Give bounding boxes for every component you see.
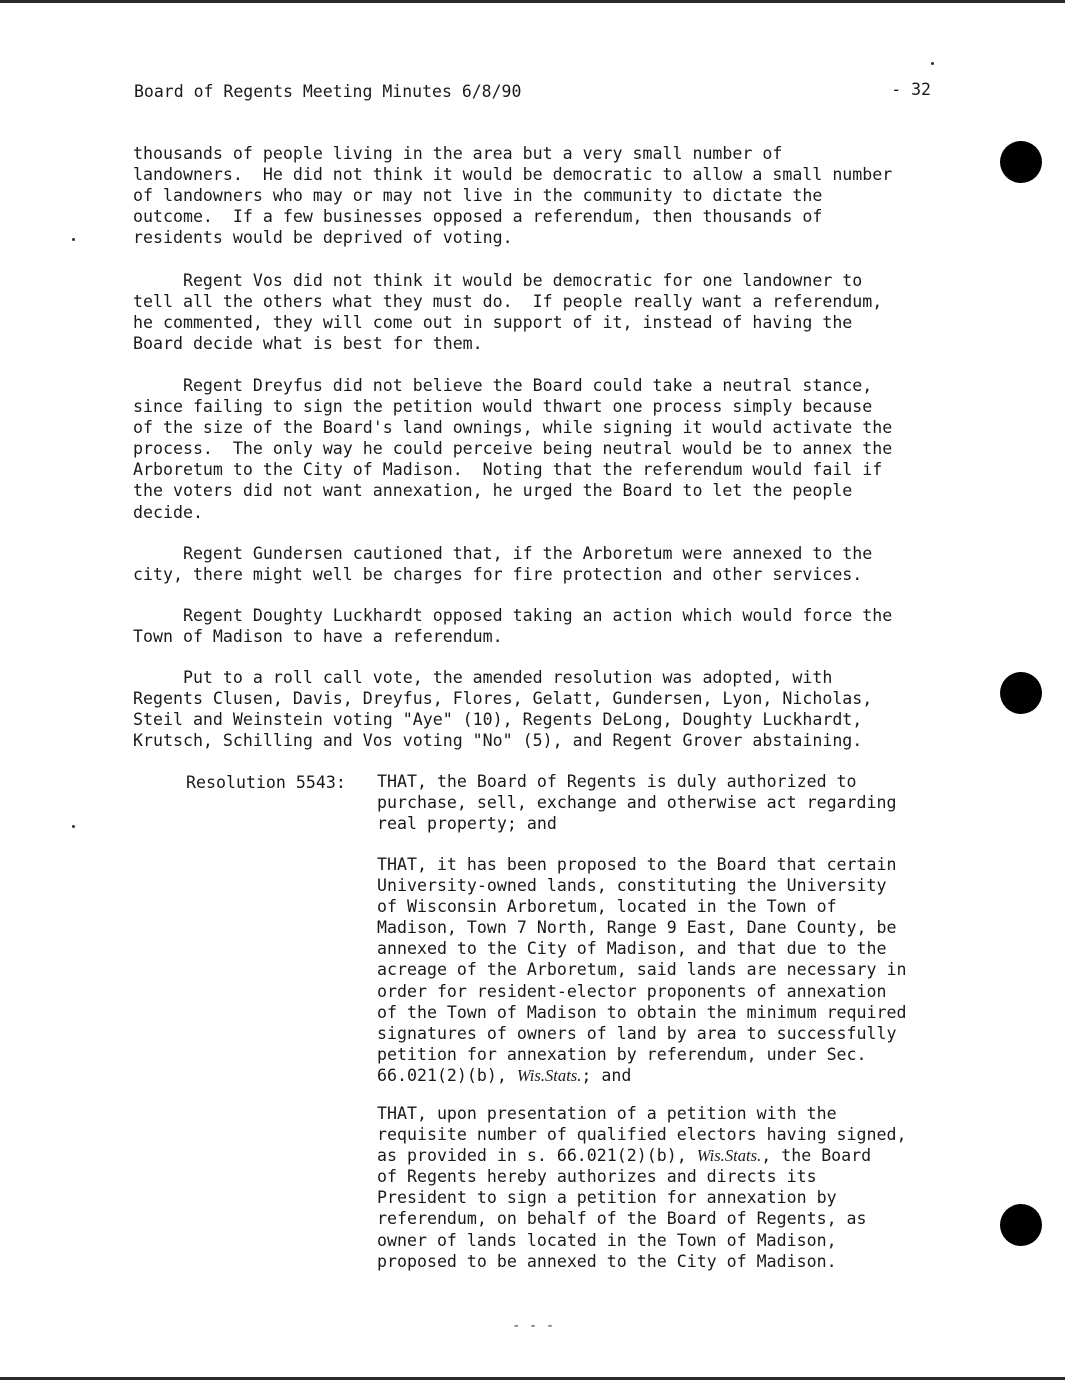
page-number: - 32: [891, 80, 931, 99]
text-line: Regent Doughty Luckhardt opposed taking an action which would force the: [133, 606, 893, 625]
text-line: process. The only way he could perceive being neutral would be to annex the: [133, 439, 893, 459]
text-line: Put to a roll call vote, the amended resolution was adopted, with: [133, 668, 833, 687]
text-fragment: , the Board: [761, 1146, 872, 1166]
statute-citation: Wis.Stats.: [696, 1146, 762, 1166]
text-line: decide.: [133, 502, 203, 522]
text-line: signatures of owners of land by area to successfully: [377, 1023, 897, 1043]
footer-mark: - - -: [512, 1318, 555, 1334]
paragraph-regent-vos: [133, 270, 933, 354]
statute-citation: Wis.Stats.: [516, 1065, 582, 1085]
text-line: President to sign a petition for annexation by: [377, 1188, 837, 1208]
scan-speck: [72, 825, 75, 828]
text-line: Krutsch, Schilling and Vos voting "No" (5), and Regent Grover abstaining.: [133, 731, 863, 751]
text-line: landowners. He did not think it would be democratic to allow a small number: [133, 165, 893, 185]
text-line: real property; and: [377, 814, 557, 834]
punch-hole-bottom: [1000, 1204, 1042, 1246]
text-line: of the Town of Madison to obtain the minimum required: [377, 1002, 907, 1022]
text-line: owner of lands located in the Town of Madison,: [377, 1230, 837, 1250]
text-line: he commented, they will come out in support of it, instead of having the: [133, 313, 853, 333]
text-line: petition for annexation by referendum, under Sec.: [377, 1044, 867, 1064]
text-line: Arboretum to the City of Madison. Noting that the referendum would fail if: [133, 460, 883, 480]
document-header-title: Board of Regents Meeting Minutes 6/8/90: [134, 82, 522, 101]
text-line: THAT, upon presentation of a petition with the: [377, 1104, 837, 1123]
page-top-edge: [0, 0, 1065, 3]
text-line: of the size of the Board's land ownings, while signing it would activate the: [133, 418, 893, 438]
text-line: of landowners who may or may not live in the community to dictate the: [133, 186, 823, 206]
text-line: annexed to the City of Madison, and that due to the: [377, 939, 887, 959]
paragraph-regent-doughty-luckhardt: [133, 605, 933, 647]
text-line: Regent Vos did not think it would be democratic for one landowner to: [133, 271, 863, 290]
scan-speck: [931, 62, 934, 65]
text-line: Regents Clusen, Davis, Dreyfus, Flores, Gelatt, Gundersen, Lyon, Nicholas,: [133, 689, 873, 709]
text-fragment: as provided in s. 66.021(2)(b),: [377, 1146, 697, 1166]
text-line: proposed to be annexed to the City of Madison.: [377, 1251, 837, 1271]
text-fragment: 66.021(2)(b),: [377, 1065, 517, 1085]
resolution-clause-1: [377, 771, 947, 834]
text-line: outcome. If a few businesses opposed a referendum, then thousands of: [133, 207, 823, 227]
text-line: Town of Madison to have a referendum.: [133, 627, 503, 647]
scan-speck: [72, 238, 75, 241]
punch-hole-top: [1000, 141, 1042, 183]
resolution-clause-2: [377, 854, 947, 1086]
text-line: acreage of the Arboretum, said lands are necessary in: [377, 960, 907, 980]
text-line: tell all the others what they must do. If people really want a referendum,: [133, 292, 883, 312]
text-fragment: ; and: [581, 1065, 632, 1085]
text-line: purchase, sell, exchange and otherwise act regarding: [377, 793, 897, 813]
text-line-with-citation: [377, 1065, 947, 1086]
text-line: Regent Dreyfus did not believe the Board could take a neutral stance,: [133, 376, 873, 395]
paragraph-continuation: [133, 143, 933, 248]
resolution-clause-3: [377, 1103, 947, 1272]
text-line: referendum, on behalf of the Board of Regents, as: [377, 1209, 867, 1229]
text-line: requisite number of qualified electors having signed,: [377, 1125, 907, 1145]
text-line: THAT, the Board of Regents is duly authorized to: [377, 772, 857, 791]
text-line: Board decide what is best for them.: [133, 334, 483, 354]
paragraph-roll-call-vote: [133, 667, 933, 751]
text-line: thousands of people living in the area but a very small number of: [133, 144, 783, 163]
punch-hole-middle: [1000, 672, 1042, 714]
text-line: the voters did not want annexation, he urged the Board to let the people: [133, 481, 853, 501]
text-line: THAT, it has been proposed to the Board that certain: [377, 855, 897, 874]
paragraph-regent-dreyfus: [133, 375, 933, 523]
text-line: Regent Gundersen cautioned that, if the Arboretum were annexed to the: [133, 544, 873, 563]
text-line: order for resident-elector proponents of annexation: [377, 981, 887, 1001]
paragraph-regent-gundersen: [133, 543, 933, 585]
text-line-with-citation: [377, 1145, 947, 1166]
text-line: city, there might well be charges for fire protection and other services.: [133, 565, 863, 585]
text-line: of Wisconsin Arboretum, located in the Town of: [377, 897, 837, 917]
text-line: since failing to sign the petition would thwart one process simply because: [133, 397, 873, 417]
text-line: residents would be deprived of voting.: [133, 228, 513, 248]
text-line: of Regents hereby authorizes and directs its: [377, 1167, 817, 1187]
text-line: University-owned lands, constituting the University: [377, 876, 887, 896]
text-line: Steil and Weinstein voting "Aye" (10), Regents DeLong, Doughty Luckhardt,: [133, 710, 863, 730]
text-line: Madison, Town 7 North, Range 9 East, Dane County, be: [377, 918, 897, 938]
resolution-label: Resolution 5543:: [186, 773, 346, 792]
